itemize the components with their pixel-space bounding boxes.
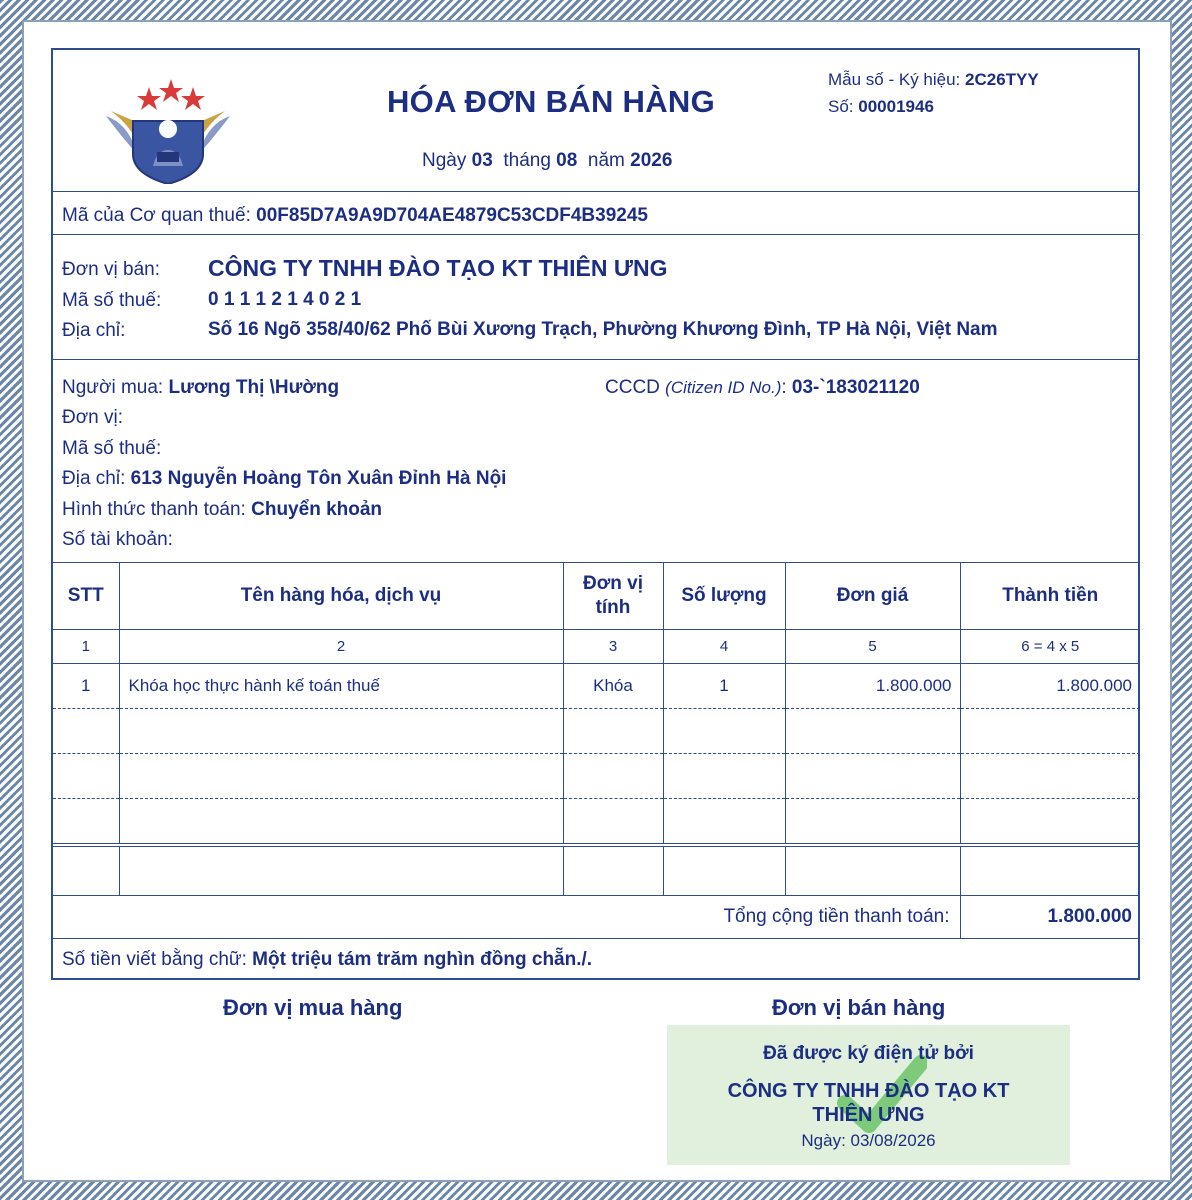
buyer-name-line: Người mua: Lương Thị \Hường <box>62 377 340 398</box>
divider <box>53 234 1138 235</box>
header-unit: Đơn vị tính <box>563 563 663 630</box>
tax-authority-code: Mã của Cơ quan thuế: 00F85D7A9A9D704AE4879C53CDF4B39245 <box>62 205 648 226</box>
header-amount: Thành tiền <box>960 563 1140 630</box>
divider <box>53 191 1138 192</box>
item-name: Khóa học thực hành kế toán thuế <box>119 664 563 709</box>
payment-method-line: Hình thức thanh toán: Chuyển khoản <box>62 499 383 520</box>
item-quantity: 1 <box>663 664 785 709</box>
buyer-signature-title: Đơn vị mua hàng <box>223 995 403 1020</box>
divider <box>53 359 1138 360</box>
invoice-title: HÓA ĐƠN BÁN HÀNG <box>387 84 716 119</box>
amount-in-words: Số tiền viết bằng chữ: Một triệu tám trăm nghìn đồng chẵn./. <box>62 949 593 970</box>
invoice-number: 00001946 <box>858 97 934 116</box>
header-item-name: Tên hàng hóa, dịch vụ <box>119 563 563 630</box>
table-row-empty <box>53 754 1140 799</box>
seller-address: Số 16 Ngõ 358/40/62 Phố Bùi Xương Trạch, Phường Khương Đình, TP Hà Nội, Việt Nam <box>208 319 998 340</box>
seller-name: CÔNG TY TNHH ĐÀO TẠO KT THIÊN ƯNG <box>208 255 668 281</box>
items-table <box>53 562 1140 939</box>
header-unit-price: Đơn giá <box>785 563 960 630</box>
buyer-account-label: Số tài khoản: <box>62 529 173 550</box>
item-stt: 1 <box>53 664 119 709</box>
seller-tax-label: Mã số thuế: <box>62 290 162 311</box>
seller-address-label: Địa chỉ: <box>62 320 126 341</box>
item-amount: 1.800.000 <box>960 664 1140 709</box>
signer-name-line2: THIÊN ƯNG <box>812 1104 925 1126</box>
buyer-id: 03-`183021120 <box>791 377 920 398</box>
item-unit: Khóa <box>563 664 663 709</box>
total-row <box>53 896 1140 939</box>
header-stt: STT <box>53 563 119 630</box>
total-label: Tổng cộng tiền thanh toán: <box>53 896 960 939</box>
invoice-date: Ngày 03 tháng 08 năm 2026 <box>422 150 673 171</box>
seller-unit-label: Đơn vị bán: <box>62 259 161 280</box>
seller-tax-code: 0 1 1 1 2 1 4 0 2 1 <box>208 289 362 310</box>
buyer-address: 613 Nguyễn Hoàng Tôn Xuân Đỉnh Hà Nội <box>130 468 507 489</box>
form-symbol: 2C26TYY <box>965 70 1039 89</box>
signed-date: Ngày: 03/08/2026 <box>801 1131 936 1150</box>
buyer-name: Lương Thị \Hường <box>168 377 340 398</box>
company-logo-icon <box>101 66 235 184</box>
table-row-empty <box>53 845 1140 896</box>
column-index-row: 1 2 3 4 5 6 = 4 x 5 <box>53 630 1140 664</box>
payment-method: Chuyển khoản <box>251 499 383 520</box>
header-quantity: Số lượng <box>663 563 785 630</box>
invoice-document <box>51 48 1140 980</box>
amount-words-value: Một triệu tám trăm nghìn đồng chẵn./. <box>252 949 593 970</box>
buyer-id-line: CCCD (Citizen ID No.): 03-`183021120 <box>605 377 920 398</box>
buyer-unit-label: Đơn vị: <box>62 407 124 428</box>
table-row-empty <box>53 709 1140 754</box>
date-month: 08 <box>556 150 578 171</box>
invoice-meta: Mẫu số - Ký hiệu: 2C26TYY Số: 00001946 <box>828 70 1039 116</box>
digital-signature-stamp <box>667 1025 1070 1165</box>
buyer-address-line: Địa chỉ: 613 Nguyễn Hoàng Tôn Xuân Đỉnh Hà Nội <box>62 468 507 489</box>
signer-name-line1: CÔNG TY TNHH ĐÀO TẠO KT <box>727 1080 1010 1102</box>
table-row <box>53 664 1140 709</box>
item-unit-price: 1.800.000 <box>785 664 960 709</box>
date-year: 2026 <box>630 150 673 171</box>
signed-by-label: Đã được ký điện tử bởi <box>763 1043 974 1064</box>
seller-signature-title: Đơn vị bán hàng <box>772 995 946 1020</box>
date-day: 03 <box>471 150 493 171</box>
total-amount: 1.800.000 <box>960 896 1140 939</box>
table-row-empty <box>53 799 1140 846</box>
buyer-tax-label: Mã số thuế: <box>62 438 162 459</box>
